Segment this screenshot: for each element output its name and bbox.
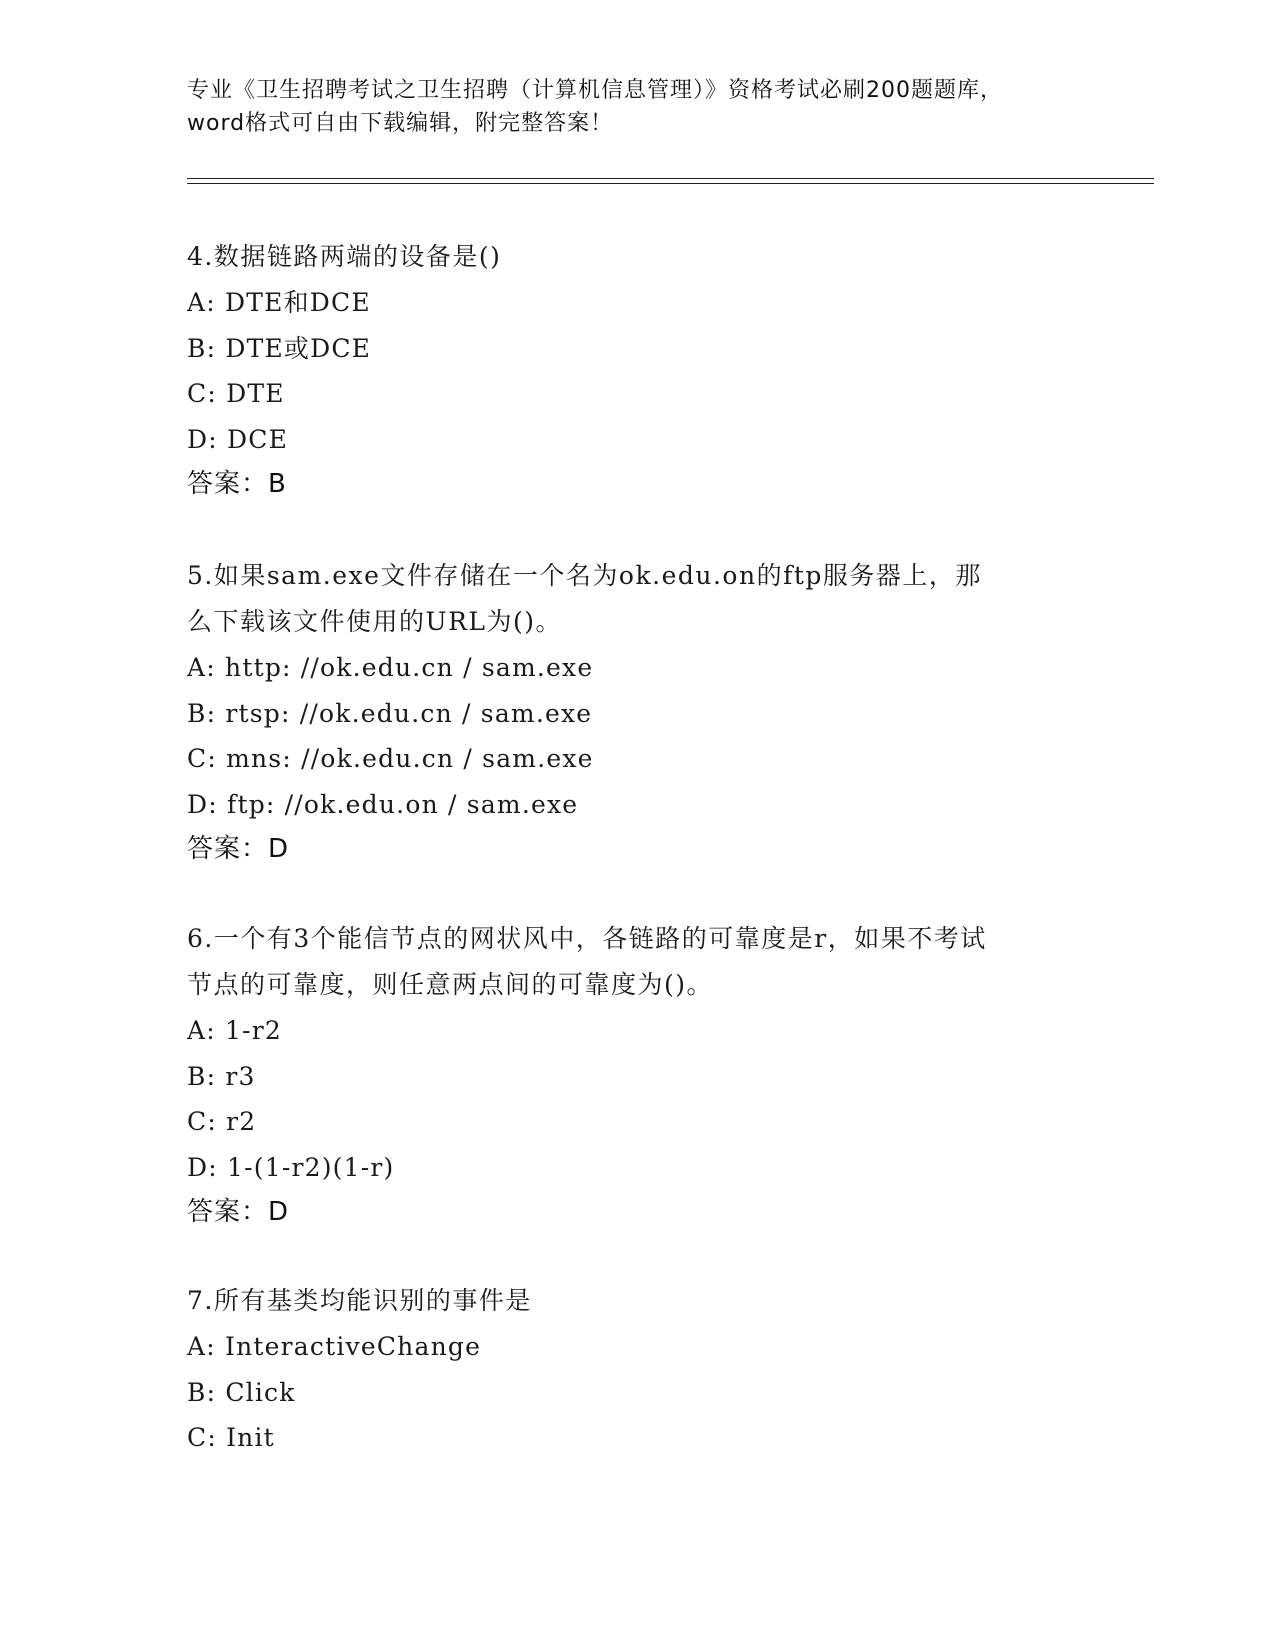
answer-text: 答案：D — [187, 834, 290, 864]
question-text-continued: 么下载该文件使用的URL为()。 — [187, 607, 563, 636]
header-title-line-2: word格式可自由下载编辑，附完整答案！ — [187, 111, 614, 136]
option-c: C: r2 — [187, 1107, 257, 1136]
option-a: A: http: //ok.edu.cn / sam.exe — [187, 653, 594, 682]
answer-text: 答案：B — [187, 469, 287, 499]
option-b: B: DTE或DCE — [187, 333, 372, 363]
answer-text: 答案：D — [187, 1197, 290, 1227]
option-d: D: 1-(1-r2)(1-r) — [187, 1152, 395, 1182]
header-divider-bottom — [187, 183, 1154, 184]
question-text: 7.所有基类均能识别的事件是 — [187, 1286, 532, 1315]
question-text: 5.如果sam.exe文件存储在一个名为ok.edu.on的ftp服务器上，那 — [187, 561, 982, 590]
option-b: B: r3 — [187, 1061, 256, 1091]
question-7 — [187, 1278, 1087, 1461]
question-text: 4.数据链路两端的设备是() — [187, 242, 502, 271]
option-a: A: DTE和DCE — [187, 288, 371, 317]
question-4 — [187, 234, 1087, 506]
option-a: A: 1-r2 — [187, 1016, 283, 1045]
option-c: C: DTE — [187, 379, 285, 408]
header-divider-top — [187, 178, 1154, 179]
option-c: C: mns: //ok.edu.cn / sam.exe — [187, 744, 594, 773]
option-d: D: DCE — [187, 424, 289, 454]
question-5 — [187, 553, 1087, 871]
option-b: B: Click — [187, 1377, 296, 1407]
option-b: B: rtsp: //ok.edu.cn / sam.exe — [187, 698, 593, 728]
document-header — [187, 74, 1087, 140]
question-text-continued: 节点的可靠度，则任意两点间的可靠度为()。 — [187, 970, 714, 999]
question-text: 6.一个有3个能信节点的网状风中，各链路的可靠度是r，如果不考试 — [187, 924, 987, 953]
option-c: C: Init — [187, 1423, 275, 1452]
option-d: D: ftp: //ok.edu.on / sam.exe — [187, 789, 579, 819]
header-title-line-1: 专业《卫生招聘考试之卫生招聘（计算机信息管理）》资格考试必刷200题题库， — [187, 78, 1003, 103]
question-6 — [187, 916, 1087, 1234]
option-a: A: InteractiveChange — [187, 1332, 482, 1361]
